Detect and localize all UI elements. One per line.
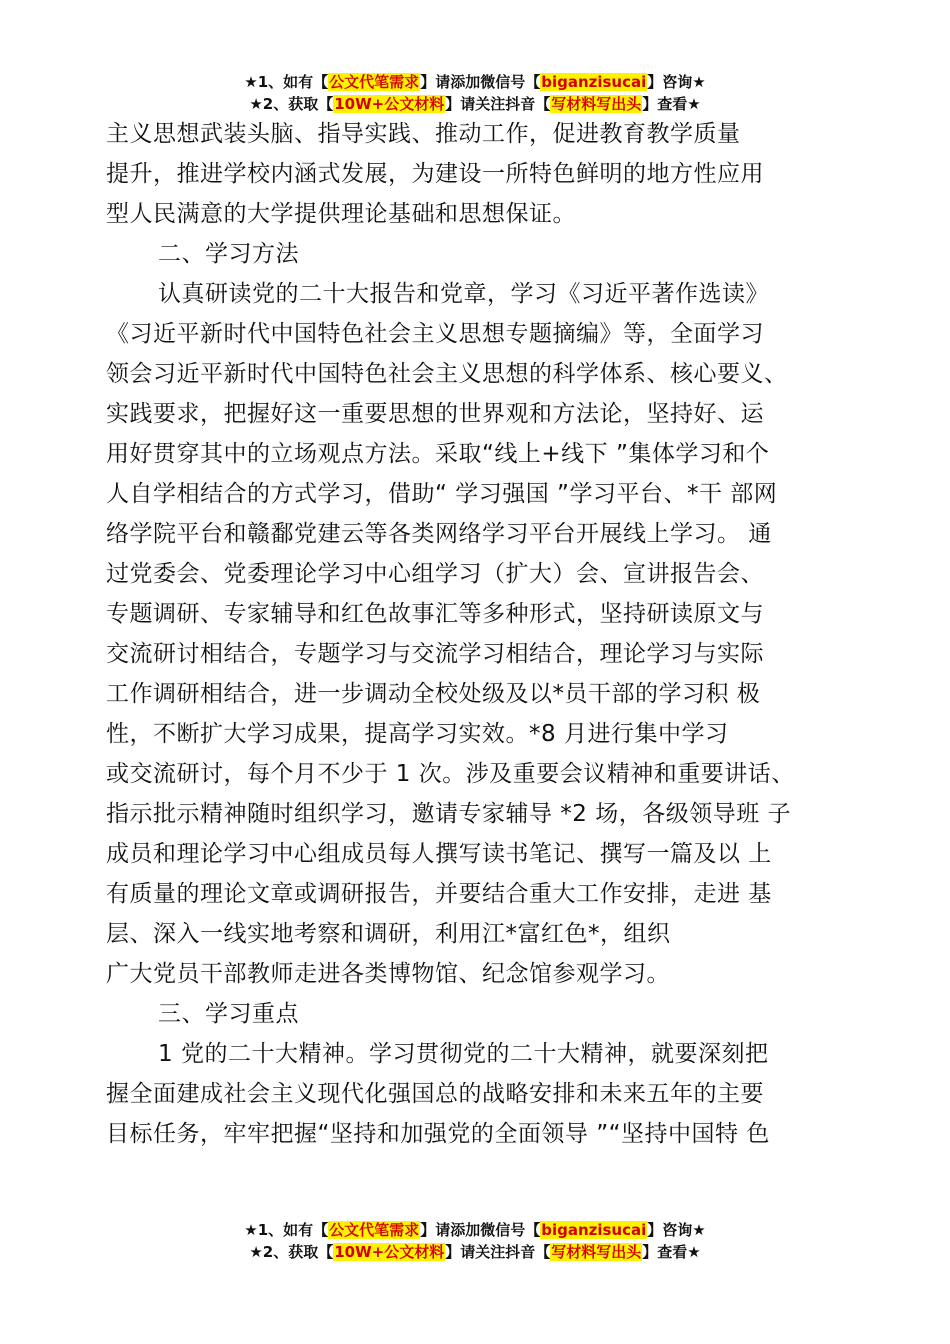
body-line: 目标任务，牢牢把握“坚持和加强党的全面领导 ”“坚持中国特 色 xyxy=(106,1121,770,1147)
body-line: 主义思想武装头脑、指导实践、推动工作，促进教育教学质量 xyxy=(106,121,741,147)
body-line: 用好贯穿其中的立场观点方法。采取“线上+线下 ”集体学习和个 xyxy=(106,441,770,467)
banner-highlight: 10W+公文材料 xyxy=(334,1243,445,1261)
banner-line-1 xyxy=(0,1220,950,1242)
banner-highlight: 公文代笔需求 xyxy=(329,73,420,91)
banner-text: 】咨询★ xyxy=(647,73,706,91)
body-line: 广大党员干部教师走进各类博物馆、纪念馆参观学习。 xyxy=(106,961,670,987)
body-line: 络学院平台和赣鄱党建云等各类网络学习平台开展线上学习。 通 xyxy=(106,521,772,547)
banner-text: ★1、如有【 xyxy=(244,73,329,91)
banner-text: ★2、获取【 xyxy=(249,1243,334,1261)
banner-line-2 xyxy=(0,1242,950,1264)
banner-text: ★1、如有【 xyxy=(244,1221,329,1239)
banner-highlight-wechat-id: biganzisucai xyxy=(541,1221,647,1239)
section-heading: 二、学习方法 xyxy=(158,241,299,267)
banner-highlight: 公文代笔需求 xyxy=(329,1221,420,1239)
body-line: 人自学相结合的方式学习，借助“ 学习强国 ”学习平台、*干 部网 xyxy=(106,481,778,507)
banner-text: 】请关注抖音【 xyxy=(445,95,551,113)
body-line: 工作调研相结合，进一步调动全校处级及以*员干部的学习积 极 xyxy=(106,681,761,707)
banner-text: 】咨询★ xyxy=(647,1221,706,1239)
body-line: 领会习近平新时代中国特色社会主义思想的科学体系、核心要义、 xyxy=(106,361,788,387)
body-line: 层、深入一线实地考察和调研，利用江*富红色*，组织 xyxy=(106,921,671,947)
banner-text: 】请添加微信号【 xyxy=(420,1221,541,1239)
banner-highlight: 10W+公文材料 xyxy=(334,95,445,113)
banner-line-1 xyxy=(0,72,950,94)
banner-highlight-douyin: 写材料写出头 xyxy=(551,1243,642,1261)
body-line: 握全面建成社会主义现代化强国总的战略安排和未来五年的主要 xyxy=(106,1081,764,1107)
document-body xyxy=(106,114,846,1154)
banner-text: ★2、获取【 xyxy=(249,95,334,113)
banner-highlight-wechat-id: biganzisucai xyxy=(541,73,647,91)
banner-text: 】查看★ xyxy=(642,1243,701,1261)
body-line: 指示批示精神随时组织学习，邀请专家辅导 *2 场，各级领导班 子 xyxy=(106,801,792,827)
body-line: 型人民满意的大学提供理论基础和思想保证。 xyxy=(106,201,576,227)
body-line: 专题调研、专家辅导和红色故事汇等多种形式，坚持研读原文与 xyxy=(106,601,764,627)
body-line: 过党委会、党委理论学习中心组学习（扩大）会、宣讲报告会、 xyxy=(106,561,764,587)
body-line: 认真研读党的二十大报告和党章，学习《习近平著作选读》 xyxy=(158,281,769,307)
body-line: 1 党的二十大精神。学习贯彻党的二十大精神，就要深刻把 xyxy=(158,1041,769,1067)
banner-text: 】请关注抖音【 xyxy=(445,1243,551,1261)
body-line: 性，不断扩大学习成果，提高学习实效。*8 月进行集中学习 xyxy=(106,721,729,747)
header-banner xyxy=(0,72,950,116)
section-heading: 三、学习重点 xyxy=(158,1001,299,1027)
banner-text: 】查看★ xyxy=(642,95,701,113)
footer-banner xyxy=(0,1220,950,1264)
banner-line-2 xyxy=(0,94,950,116)
body-line: 有质量的理论文章或调研报告，并要结合重大工作安排，走进 基 xyxy=(106,881,772,907)
body-line: 交流研讨相结合，专题学习与交流学习相结合，理论学习与实际 xyxy=(106,641,764,667)
banner-highlight-douyin: 写材料写出头 xyxy=(551,95,642,113)
body-line: 提升，推进学校内涵式发展，为建设一所特色鲜明的地方性应用 xyxy=(106,161,764,187)
body-line: 成员和理论学习中心组成员每人撰写读书笔记、撰写一篇及以 上 xyxy=(106,841,772,867)
body-line: 或交流研讨，每个月不少于 1 次。涉及重要会议精神和重要讲话、 xyxy=(106,761,795,787)
banner-text: 】请添加微信号【 xyxy=(420,73,541,91)
body-line: 实践要求，把握好这一重要思想的世界观和方法论，坚持好、运 xyxy=(106,401,764,427)
body-line: 《习近平新时代中国特色社会主义思想专题摘编》等，全面学习 xyxy=(106,321,764,347)
